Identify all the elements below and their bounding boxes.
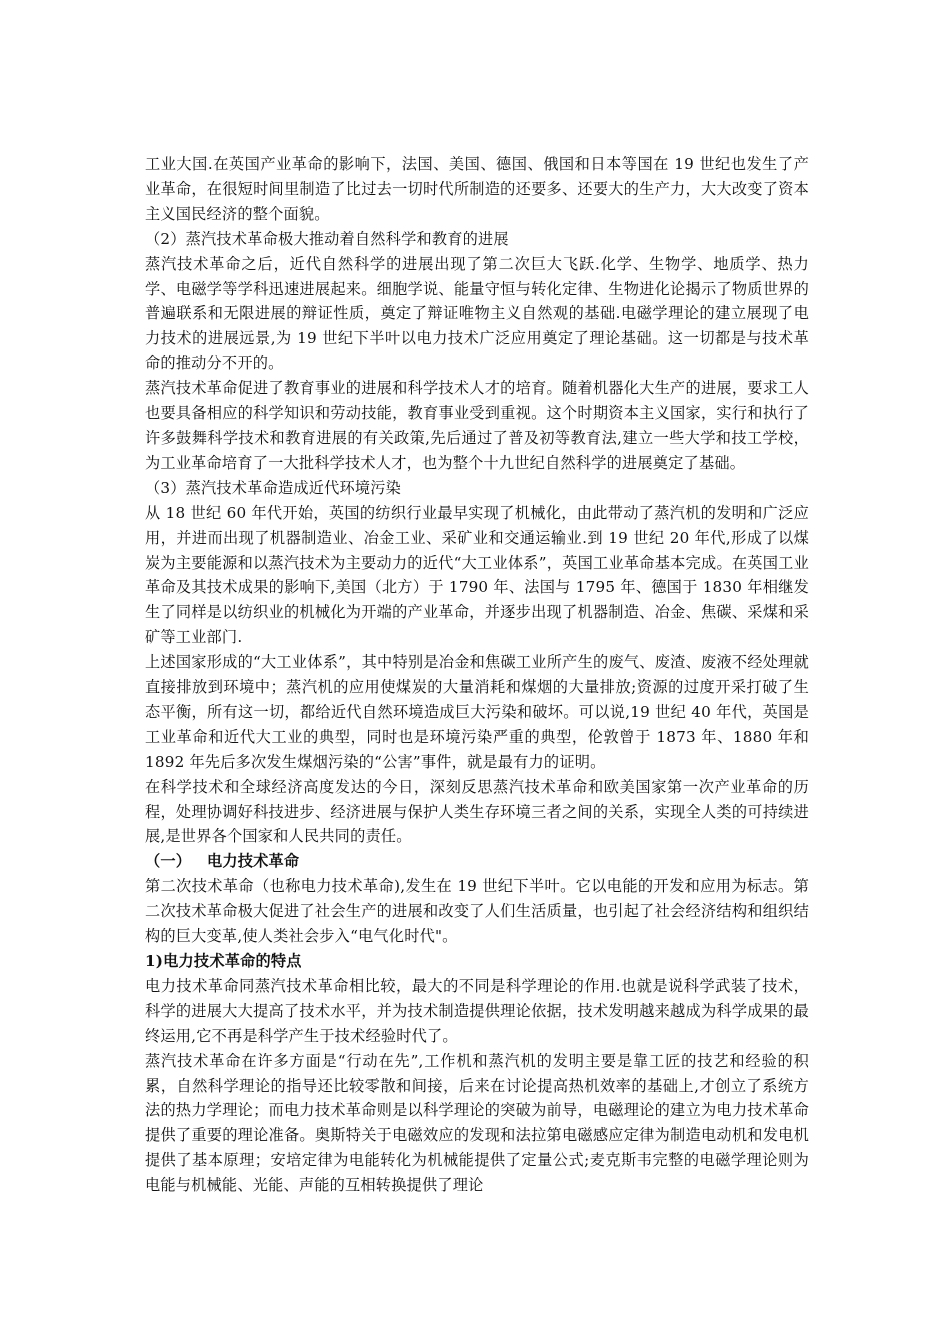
heading-electric-revolution: [145, 849, 809, 874]
paragraph-science-role: 电力技术革命同蒸汽技术革命相比较，最大的不同是科学理论的作用.也就是说科学武装了技术，科学的进展大大提高了技术水平，并为技术制造提供理论依据，技术发明越来越成为科学成果的最终运用,它不再是科学产生于技术经验时代了。: [145, 976, 809, 1045]
paragraph-education: 蒸汽技术革命促进了教育事业的进展和科学技术人才的培育。随着机器化大生产的进展，要求工人也要具备相应的科学知识和劳动技能，教育事业受到重视。这个时期资本主义国家，实行和执行了许多鼓舞科学技术和教育进展的有关政策,先后通过了普及初等教育法,建立一些大学和技工学校，为工业革命培育了一大批科学技术人才，也为整个十九世纪自然科学的进展奠定了基础。: [145, 379, 809, 472]
heading-characteristics: 1)电力技术革命的特点: [145, 952, 302, 970]
paragraph-natural-science: 蒸汽技术革命之后，近代自然科学的进展出现了第二次巨大飞跃.化学、生物学、地质学、热力学、电磁学等学科迅速进展起来。细胞学说、能量守恒与转化定律、生物进化论揭示了物质世界的普遍联系和无限进展的辩证性质，奠定了辩证唯物主义自然观的基础.电磁学理论的建立展现了电力技术的进展远景,为 19 世纪下半叶以电力技术广泛应用奠定了理论基础。这一切都是与技术革命的推动分不开的。: [145, 254, 809, 373]
paragraph-industrial-system: 从 18 世纪 60 年代开始，英国的纺织行业最早实现了机械化，由此带动了蒸汽机的发明和广泛应用，并进而出现了机器制造业、冶金工业、采矿业和交通运输业.到 19 世纪 20 年代,形成了以煤炭为主要能源和以蒸汽技术为主要动力的近代“大工业体系”，英国工业革命基本完成。在英国工业革命及其技术成果的影响下,美国（北方）于 1790 年、法国与 1795 年、德国于 1830 年相继发生了同样是以纺织业的机械化为开端的产业革命，并逐步出现了机器制造、冶金、焦碳、采煤和采矿等工业部门.: [145, 503, 809, 647]
paragraph-second-revolution: 第二次技术革命（也称电力技术革命),发生在 19 世纪下半叶。它以电能的开发和应用为标志。第二次技术革命极大促进了社会生产的进展和改变了人们生活质量，也引起了社会经济结构和组织结构的巨大变革,使人类社会步入“电气化时代"。: [145, 877, 809, 946]
paragraph-comparison: 蒸汽技术革命在许多方面是“行动在先”,工作机和蒸汽机的发明主要是靠工匠的技艺和经验的积累，自然科学理论的指导还比较零散和间接，后来在讨论提高热机效率的基础上,才创立了系统方法的热力学理论；而电力技术革命则是以科学理论的突破为前导，电磁理论的建立为电力技术革命提供了重要的理论准备。奥斯特关于电磁效应的发现和法拉第电磁感应定律为制造电动机和发电机提供了基本原理；安培定律为电能转化为机械能提供了定量公式;麦克斯韦完整的电磁学理论则为电能与机械能、光能、声能的互相转换提供了理论: [145, 1051, 809, 1195]
heading-number: （一）: [145, 852, 192, 871]
heading-environment-pollution: （3）蒸汽技术革命造成近代环境污染: [145, 478, 402, 497]
paragraph-reflection: 在科学技术和全球经济高度发达的今日，深刻反思蒸汽技术革命和欧美国家第一次产业革命的历程，处理协调好科技进步、经济进展与保护人类生存环境三者之间的关系，实现全人类的可持续进展,是世界各个国家和人民共同的责任。: [145, 777, 809, 846]
paragraph-pollution: 上述国家形成的“大工业体系”，其中特别是冶金和焦碳工业所产生的废气、废渣、废液不经处理就直接排放到环境中；蒸汽机的应用使煤炭的大量消耗和煤烟的大量排放;资源的过度开采打破了生态平衡，所有这一切，都给近代自然环境造成巨大污染和破坏。可以说,19 世纪 40 年代，英国是工业革命和近代大工业的典型，同时也是环境污染严重的典型，伦敦曾于 1873 年、1880 年和 1892 年先后多次发生煤烟污染的“公害”事件，就是最有力的证明。: [145, 653, 809, 771]
paragraph-industrial-nations: 工业大国.在英国产业革命的影响下，法国、美国、德国、俄国和日本等国在 19 世纪也发生了产业革命，在很短时间里制造了比过去一切时代所制造的还要多、还要大的生产力，大大改变了资本主义国民经济的整个面貌。: [145, 155, 809, 223]
heading-science-education: （2）蒸汽技术革命极大推动着自然科学和教育的进展: [145, 229, 509, 248]
heading-title: 电力技术革命: [207, 852, 300, 871]
document-page: [145, 152, 809, 1198]
